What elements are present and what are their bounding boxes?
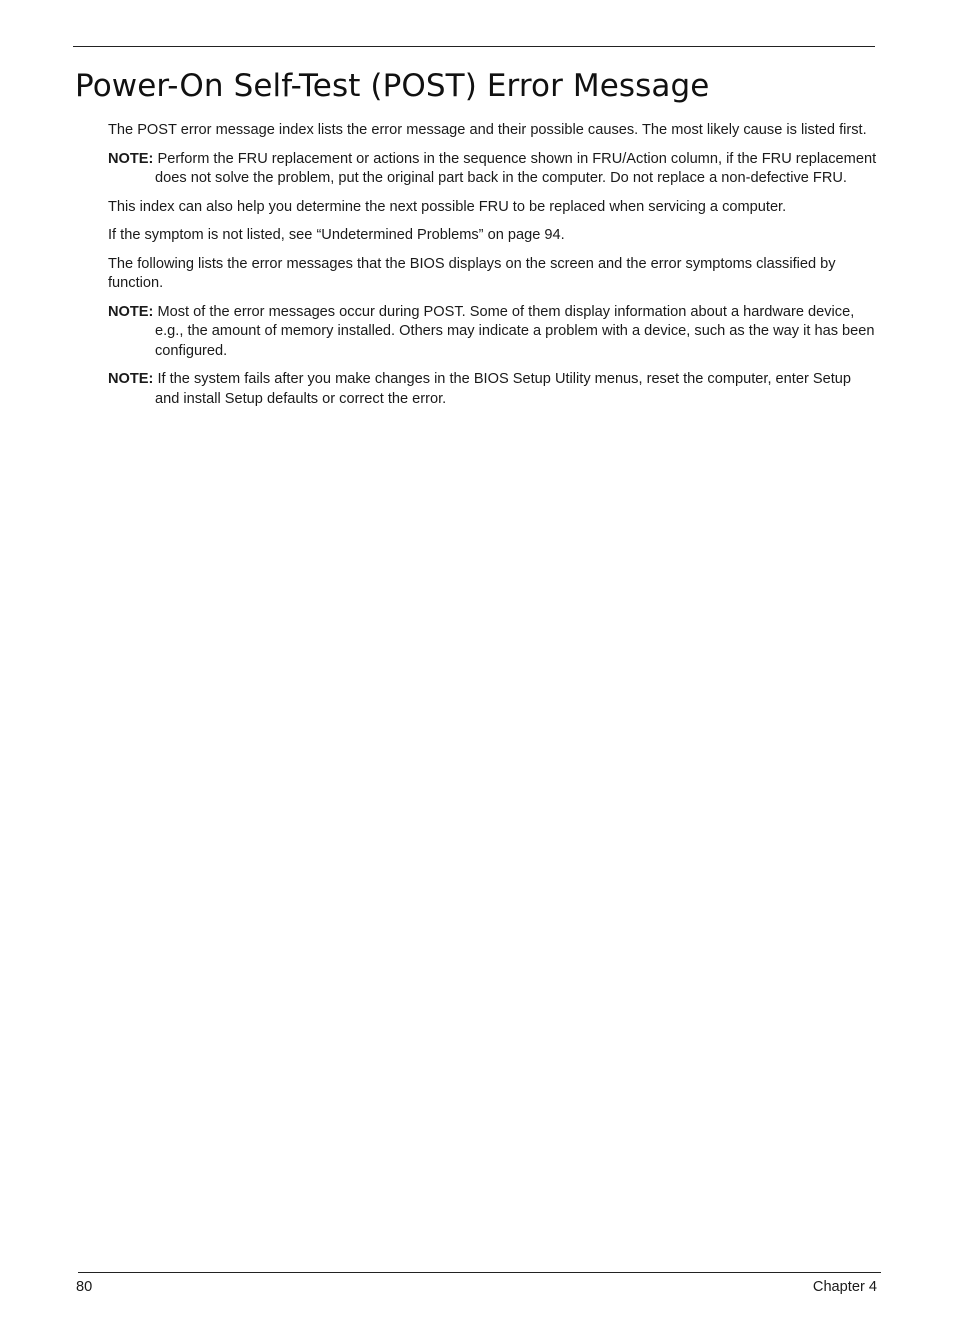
footer-page-number: 80 [76,1279,93,1295]
note-1-text: Perform the FRU replacement or actions in the sequence shown in FRU/Action column, if the FRU replacement does not solve the problem, put the original part back in the computer. Do not replace a non-defective FRU. [155,150,877,186]
note-2-label: NOTE: [108,303,154,320]
undetermined-problems-paragraph: If the symptom is not listed, see “Undetermined Problems” on page 94. [108,227,565,243]
page-title: Power-On Self-Test (POST) Error Message [75,68,710,104]
note-3 [108,370,878,409]
intro-paragraph: The POST error message index lists the error message and their possible causes. The most likely cause is listed first. [108,122,867,138]
body-content [108,121,878,418]
note-3-text: If the system fails after you make changes in the BIOS Setup Utility menus, reset the computer, enter Setup and install Setup defaults or correct the error. [155,371,852,407]
note-2 [108,303,878,362]
fru-index-paragraph: This index can also help you determine the next possible FRU to be replaced when servicing a computer. [108,198,787,215]
note-1 [108,150,878,189]
header-rule [73,46,875,47]
bios-messages-paragraph: The following lists the error messages that the BIOS displays on the screen and the error symptoms classified by function. [108,255,836,291]
note-3-label: NOTE: [108,371,154,387]
note-1-label: NOTE: [108,150,154,167]
footer-chapter: Chapter 4 [812,1279,877,1295]
note-2-text: Most of the error messages occur during POST. Some of them display information about a hardware device, e.g., the amount of memory installed. Others may indicate a problem with a device, such as the way it has been configured. [155,303,875,359]
footer-rule [78,1272,881,1273]
